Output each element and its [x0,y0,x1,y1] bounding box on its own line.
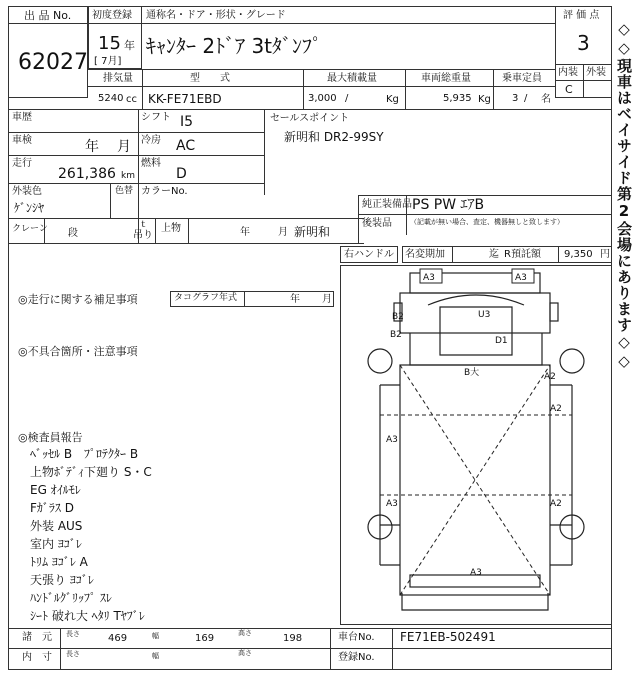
shift-label: シフト [141,112,171,123]
mileage-value: 261,386 [58,166,116,182]
report-line: 天張り ﾖｺﾞﾚ [30,573,94,587]
diagram-mark: A3 [386,435,398,445]
tachograph-month: 月 [322,294,332,305]
equipment-value: PS PW ｴｱB [412,197,485,213]
report-line: 室内 ﾖｺﾞﾚ [30,537,82,551]
fuel-label: 燃料 [141,158,161,169]
report-line: ｼｰﾄ 破れ大 ﾍﾀﾘ Tﾔﾌﾞﾚ [30,609,145,623]
mileage-unit: km [121,171,135,181]
type-label: 型 式 [190,73,230,84]
rh-label: 右ハンドル [344,249,394,260]
capacity-unit: 名 [541,94,551,105]
crane-label: クレーン [12,224,48,234]
grade-label: 評 価 点 [563,10,600,21]
capacity-value: 3 [512,93,519,104]
inspection-year-unit: 年 [85,139,99,155]
body-month: 月 [278,227,288,238]
diagram-mark: B2 [392,312,404,322]
report-line: Fｶﾞﾗｽ D [30,501,74,515]
exterior-grade-label: 外装 [586,67,606,78]
inspection-label: 車検 [12,135,32,146]
tachograph-year: 年 [290,294,300,305]
driving-notes-label: ◎走行に関する補足事項 [18,293,138,306]
length-label: 長さ [66,630,80,638]
interior-grade-label: 内装 [558,67,578,78]
inner-dims-label: 内 寸 [22,652,52,663]
report-line: ﾄﾘﾑ ﾖｺﾞﾚ A [30,555,88,569]
width-label: 幅 [152,632,159,640]
shift-value: I5 [180,114,194,130]
capacity-slash: / [524,93,528,104]
lot-number: 62027 [18,50,88,75]
model-label: 通称名・ドア・形状・グレード [146,10,286,21]
equipment-label: 純正装備品 [362,199,412,210]
inspection-month-unit: 月 [117,139,131,155]
fuel-value: D [176,166,187,182]
color-change-label: 色替 [115,186,134,196]
diagram-mark: A2 [550,404,562,414]
diagram-mark: A3 [470,568,482,578]
body-year: 年 [240,227,250,238]
first-reg-year-unit: 年 [124,39,135,52]
tachograph-label: タコグラフ年式 [174,293,238,303]
diagram-mark: A2 [544,372,556,382]
crane-steps: 段 [68,228,78,239]
body-maker: 新明和 [294,225,331,239]
grade-value: 3 [577,31,590,55]
sales-point-label: セールスポイント [270,113,350,124]
color-value: ｹﾞﾝｼﾔ [14,201,45,215]
report-line: EG ｵｲﾙﾓﾚ [30,483,81,497]
first-reg-month: [ 7月] [94,56,122,67]
gvw-value: 5,935 [443,93,472,104]
inner-length-label: 長さ [66,650,80,658]
diagram-mark: A3 [515,273,527,283]
length-value: 469 [108,633,128,644]
color-no-label: カラーNo. [141,186,188,197]
body-label: 上物 [161,223,181,234]
mileage-label: 走行 [12,158,32,169]
height-label: 高さ [238,629,252,637]
diagram-mark: A3 [423,273,435,283]
max-load-slash: / [345,93,349,104]
diagram-mark: D1 [495,336,508,346]
displacement-value: 5240 [98,93,124,104]
inner-width-label: 幅 [152,652,159,660]
height-value: 198 [283,633,303,644]
diagram-mark: A2 [550,499,562,509]
inspector-label: ◎検査員報告 [18,431,83,444]
first-reg-year: 15 [98,33,121,54]
recycle-amount: 9,350 [564,249,593,260]
interior-grade-value: C [565,83,573,96]
color-label: 外装色 [12,186,42,197]
gvw-unit: Kg [478,94,491,105]
defects-label: ◎不具合箇所・注意事項 [18,345,138,358]
max-load-label: 最大積載量 [327,73,377,84]
max-load-value: 3,000 [308,93,337,104]
diagram-mark: A3 [386,499,398,509]
name-change-label: 名変期加 [405,249,445,260]
recycle-label: R預託額 [504,249,541,260]
report-line: ﾊﾝﾄﾞﾙｸﾞﾘｯﾌﾟ ｽﾚ [30,591,112,605]
first-reg-label: 初度登録 [92,10,132,21]
gvw-label: 車両総重量 [421,73,471,84]
history-label: 車歴 [12,112,32,123]
model-name: ｷｬﾝﾀｰ 2ﾄﾞｱ 3tﾀﾞﾝﾌﾟ [146,34,323,58]
max-load-unit: Kg [386,94,399,105]
chassis-label: 車台No. [338,632,375,643]
crane-lift: 吊り [133,230,153,241]
diagram-mark: B大 [464,368,480,378]
diagram-mark: U3 [478,310,491,320]
report-line: 外装 AUS [30,519,83,533]
displacement-unit: cc [126,94,137,105]
aftermarket-label: 後装品 [362,218,392,229]
type-value: KK-FE71EBD [148,92,222,106]
aftermarket-note: （記載が無い場合、査定、機器無しと致します） [410,218,564,226]
cooler-label: 冷房 [141,135,161,146]
inner-height-label: 高さ [238,649,252,657]
cooler-value: AC [176,138,196,154]
side-banner: ◇◇現車はベイサイド第2会場にあります◇◇ [615,20,633,371]
diagram-mark: B2 [390,330,402,340]
truck-diagram [340,265,612,625]
dims-label: 諸 元 [22,632,52,643]
width-value: 169 [195,633,215,644]
lot-label: 出 品 No. [24,9,72,22]
deadline-label: 迄 [489,249,499,260]
chassis-value: FE71EB-502491 [400,630,496,644]
registration-label: 登録No. [338,652,375,663]
displacement-label: 排気量 [103,73,133,84]
report-line: 上物ﾎﾞﾃﾞｨ下廻り S・C [30,465,152,479]
capacity-label: 乗車定員 [502,73,542,84]
recycle-yen: 円 [600,249,610,260]
sales-point-text: 新明和 DR2-99SY [284,130,384,144]
crane-lift-t: ｔ [139,220,149,230]
report-line: ﾍﾞｯｾﾙ B ﾌﾟﾛﾃｸﾀｰ B [30,447,139,461]
